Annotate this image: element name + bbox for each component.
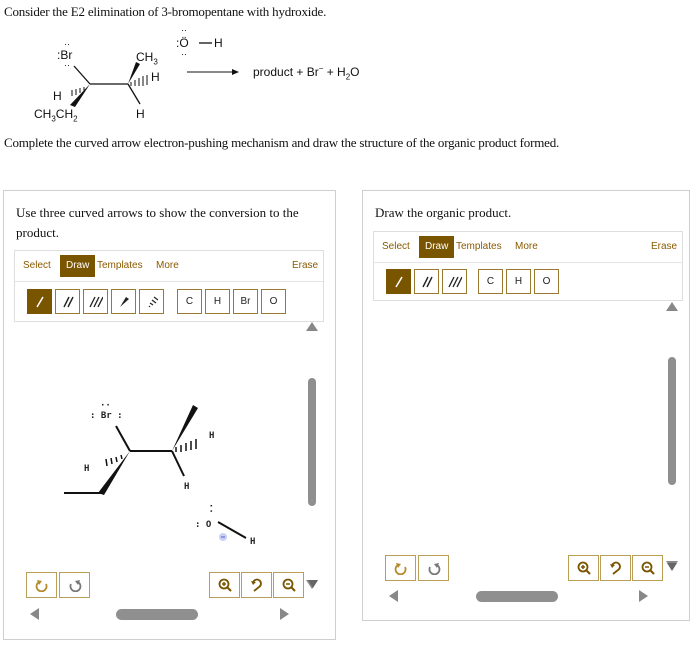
vertical-scrollbar-thumb[interactable] (668, 357, 676, 485)
question-intro: Consider the E2 elimination of 3-bromopentane with hydroxide. (4, 4, 327, 19)
h-left-label: H (53, 89, 62, 103)
zoom-reset-button[interactable] (241, 572, 272, 598)
redo-icon (427, 561, 441, 575)
more-tab[interactable]: More (515, 241, 538, 252)
draw-tab[interactable]: Draw (60, 255, 95, 277)
mechanism-panel (3, 190, 336, 640)
atom-tool-h[interactable]: H (205, 289, 230, 314)
h-bottom-label: H (136, 107, 145, 121)
undo-icon (394, 561, 408, 575)
hydroxide-oxygen: :Ö (176, 36, 189, 50)
triple-bond-tool[interactable] (442, 269, 467, 294)
canvas-oxygen-lone-pair: ·· (205, 503, 215, 514)
single-bond-icon (393, 276, 405, 288)
undo-button[interactable] (385, 555, 416, 581)
erase-button[interactable]: Erase (292, 260, 319, 271)
horizontal-scrollbar-thumb[interactable] (116, 609, 198, 620)
redo-button[interactable] (418, 555, 449, 581)
double-bond-icon (421, 276, 433, 288)
draw-tab[interactable]: Draw (419, 236, 454, 258)
oxygen-lone-pair-bottom: ·· (181, 49, 187, 59)
zoom-in-button[interactable] (209, 572, 240, 598)
atom-tool-o[interactable]: O (261, 289, 286, 314)
zoom-out-button[interactable] (632, 555, 663, 581)
scroll-up-arrow[interactable] (666, 302, 678, 311)
canvas-bromine-lone-pair: ·· (100, 401, 111, 411)
double-bond-tool[interactable] (414, 269, 439, 294)
zoom-out-icon (282, 578, 296, 592)
canvas-oh-hydrogen-atom[interactable]: H (250, 537, 256, 547)
product-panel (362, 190, 690, 621)
more-tab[interactable]: More (156, 260, 179, 271)
triple-bond-icon (448, 276, 462, 288)
ethyl-label: $CH_3CH_2$ (34, 107, 78, 124)
reaction-products: product + $Br^- + H_2O$ (253, 64, 360, 82)
zoom-reset-button[interactable] (600, 555, 631, 581)
zoom-in-icon (218, 578, 232, 592)
scroll-up-arrow[interactable] (306, 322, 318, 331)
erase-button[interactable]: Erase (651, 241, 678, 252)
redo-icon (68, 578, 82, 592)
bromine-lone-pair-top: ·· (64, 39, 70, 49)
atom-tool-h[interactable]: H (506, 269, 531, 294)
canvas-h-left-atom[interactable]: H (84, 464, 90, 474)
zoom-out-icon (641, 561, 655, 575)
select-tab[interactable]: Select (23, 260, 51, 271)
vertical-scrollbar-thumb[interactable] (308, 378, 316, 506)
bromine-label: :Br (57, 48, 73, 62)
hydroxide-hydrogen: H (214, 36, 223, 50)
question-instruction: Complete the curved arrow electron-pushing mechanism and draw the structure of the organic product formed. (4, 135, 560, 150)
scroll-left-arrow[interactable] (30, 608, 39, 620)
zoom-in-icon (577, 561, 591, 575)
redo-button[interactable] (59, 572, 90, 598)
canvas-oxygen-atom[interactable]: : O (195, 520, 212, 530)
bromine-lone-pair-bottom: ·· (64, 60, 70, 70)
atom-tool-c[interactable]: C (177, 289, 202, 314)
zoom-reset-icon (250, 578, 264, 592)
zoom-reset-icon (609, 561, 623, 575)
atom-tool-br[interactable]: Br (233, 289, 258, 314)
templates-tab[interactable]: Templates (456, 241, 502, 252)
canvas-bromine-atom[interactable]: : Br : (90, 411, 123, 421)
product-prompt: Draw the organic product. (375, 205, 512, 220)
select-tab[interactable]: Select (382, 241, 410, 252)
mechanism-prompt: Use three curved arrows to show the conversion to the product. (16, 205, 299, 240)
scroll-right-arrow[interactable] (639, 590, 648, 602)
product-toolbar (373, 231, 683, 301)
scroll-left-arrow[interactable] (389, 590, 398, 602)
oxygen-lone-pair-top: ·· (181, 25, 187, 35)
canvas-h-right-atom[interactable]: H (209, 431, 215, 441)
product-canvas[interactable] (375, 303, 665, 553)
canvas-h-bottom-atom[interactable]: H (184, 482, 190, 492)
h-right-label: H (151, 70, 160, 84)
ch3-label: $CH_3$ (136, 50, 158, 67)
undo-icon (35, 578, 49, 592)
undo-button[interactable] (26, 572, 57, 598)
single-bond-tool[interactable] (386, 269, 411, 294)
zoom-out-button[interactable] (273, 572, 304, 598)
atom-tool-o[interactable]: O (534, 269, 559, 294)
horizontal-scrollbar-thumb[interactable] (476, 591, 558, 602)
zoom-in-button[interactable] (568, 555, 599, 581)
atom-tool-c[interactable]: C (478, 269, 503, 294)
zoom-dropdown-arrow[interactable] (667, 563, 677, 571)
scroll-right-arrow[interactable] (280, 608, 289, 620)
templates-tab[interactable]: Templates (97, 260, 143, 271)
zoom-dropdown-arrow[interactable] (308, 580, 318, 588)
